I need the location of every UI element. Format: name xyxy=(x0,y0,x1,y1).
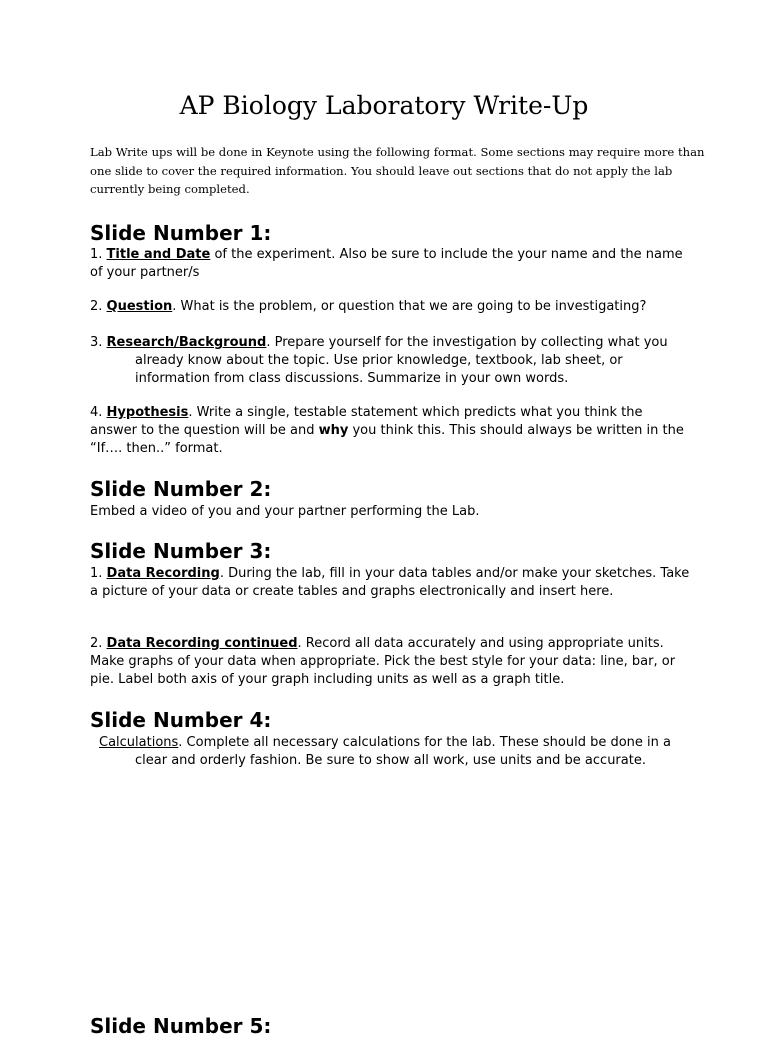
slide-2-heading: Slide Number 2: xyxy=(90,477,272,501)
item-number: 4. xyxy=(90,405,107,420)
slide-1-item-question xyxy=(90,298,690,316)
slide-3-item-data-recording xyxy=(90,565,690,601)
item-text: . During the lab, fill in your data tables and/or make your sketches. Take a picture of your data or create tables and graphs electronically and insert here. xyxy=(90,566,690,599)
intro-paragraph: Lab Write ups will be done in Keynote using the following format. Some sections may require more than one slide to cover the required information. You should leave out sections that do not apply the lab currently being completed. xyxy=(90,145,705,197)
item-label: Title and Date xyxy=(106,247,211,262)
slide-5-heading: Slide Number 5: xyxy=(90,1014,272,1038)
page-title: AP Biology Laboratory Write-Up xyxy=(179,91,589,120)
item-text: . Write a single, testable statement which predicts what you think the answer to the question will be and xyxy=(90,405,643,438)
item-text: . What is the problem, or question that we are going to be investigating? xyxy=(172,299,647,314)
slide-4-item-calculations xyxy=(99,734,690,770)
slide-1-item-hypothesis xyxy=(90,404,690,457)
slide-2-text: Embed a video of you and your partner performing the Lab. xyxy=(90,504,480,519)
slide-1-item-title-date xyxy=(90,246,690,282)
item-text: . Complete all necessary calculations for the lab. These should be done in a clear and orderly fashion. Be sure to show all work, use units and be accurate. xyxy=(135,735,671,768)
item-text: . Record all data accurately and using appropriate units. Make graphs of your data when appropriate. Pick the best style for your data: line, bar, or pie. Label both axis of your graph including units as well as a graph title. xyxy=(90,636,676,687)
slide-3-heading: Slide Number 3: xyxy=(90,539,272,563)
item-number: 1. xyxy=(90,247,107,262)
item-number: 1. xyxy=(90,566,107,581)
slide-1-item-research xyxy=(90,334,690,387)
item-number: 3. xyxy=(90,335,107,350)
slide-1-heading: Slide Number 1: xyxy=(90,221,272,245)
item-text: you think this. This should always be written in the “If…. then..” format. xyxy=(90,422,684,456)
item-bold-text: why xyxy=(318,422,349,438)
item-label: Data Recording xyxy=(106,566,220,581)
item-label: Hypothesis xyxy=(106,405,189,420)
item-label: Research/Background xyxy=(106,335,267,350)
item-number: 2. xyxy=(90,299,107,314)
item-label: Question xyxy=(106,299,173,314)
item-text: . Prepare yourself for the investigation by collecting what you already know about the topic. Use prior knowledge, textbook, lab sheet, or information from class discussions. Summarize in your own words. xyxy=(135,335,668,386)
slide-4-heading: Slide Number 4: xyxy=(90,708,272,732)
item-number: 2. xyxy=(90,636,107,651)
slide-3-item-data-recording-continued xyxy=(90,635,690,688)
item-text: of the experiment. Also be sure to include the your name and the name of your partner/s xyxy=(90,247,683,280)
item-label: Data Recording continued xyxy=(106,636,298,651)
item-label: Calculations xyxy=(99,735,179,750)
